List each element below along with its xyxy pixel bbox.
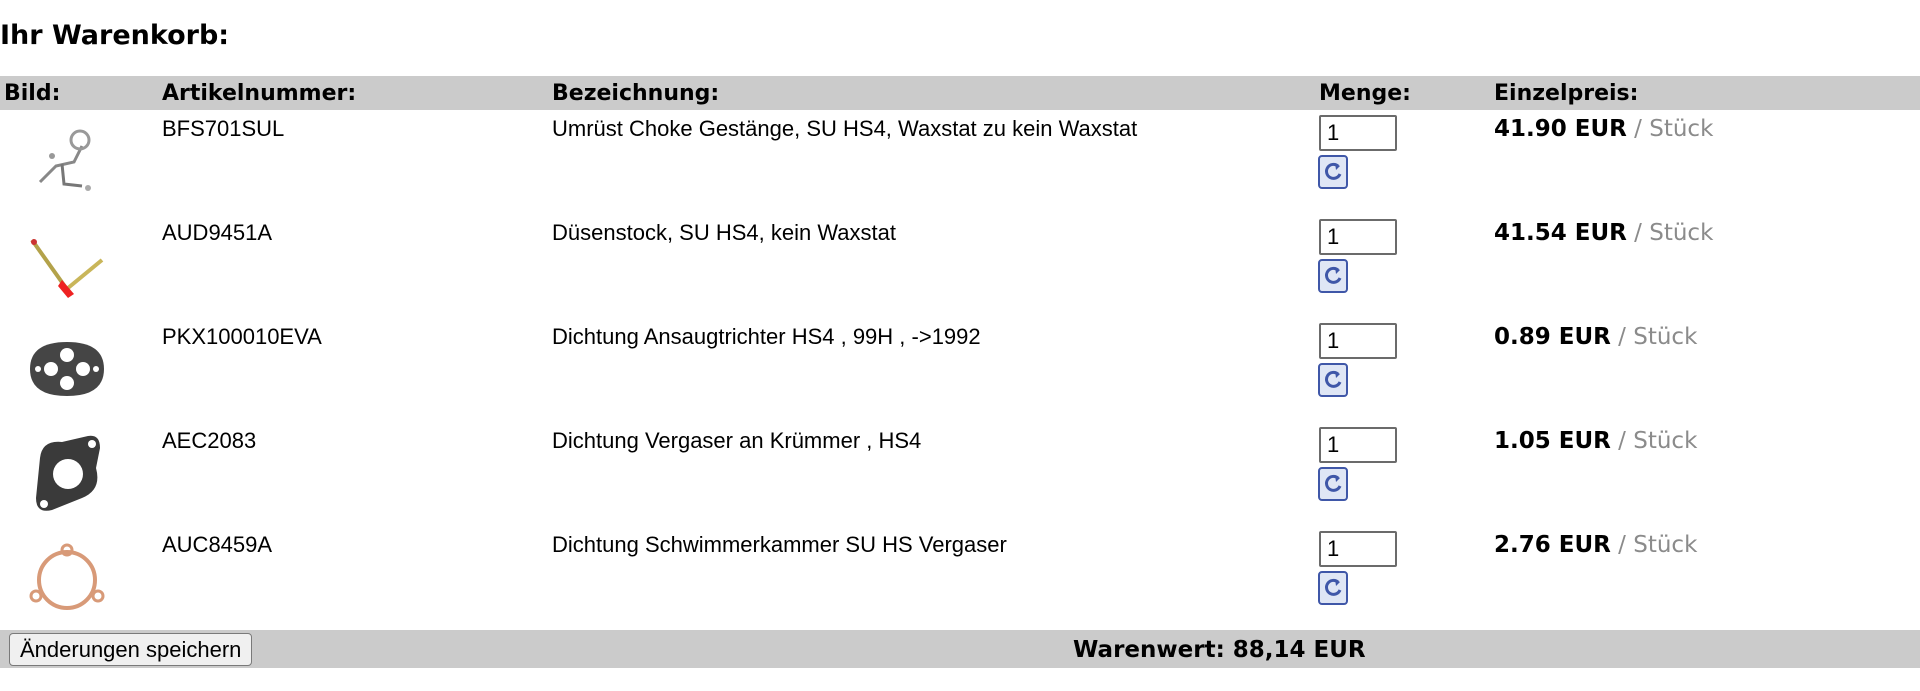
article-description: Dichtung Ansaugtrichter HS4 , 99H , ->1992 (552, 324, 981, 349)
product-image-jet-assembly[interactable] (22, 220, 112, 310)
unit-price: 41.90 EUR / Stück (1494, 116, 1714, 142)
quantity-input[interactable] (1319, 323, 1397, 359)
quantity-input[interactable] (1319, 115, 1397, 151)
table-header (0, 76, 1920, 110)
article-description: Dichtung Vergaser an Krümmer , HS4 (552, 428, 922, 453)
quantity-input[interactable] (1319, 427, 1397, 463)
quantity-input[interactable] (1319, 531, 1397, 567)
cart-row (0, 526, 1920, 630)
cart-row (0, 422, 1920, 526)
column-header-sku: Artikelnummer: (162, 81, 357, 106)
article-number: AUD9451A (162, 220, 273, 245)
column-header-description: Bezeichnung: (552, 81, 720, 106)
article-number: BFS701SUL (162, 116, 285, 141)
unit-price: 2.76 EUR / Stück (1494, 532, 1698, 558)
refresh-icon[interactable] (1318, 363, 1348, 397)
product-image-gasket-4-hole[interactable] (22, 324, 112, 414)
refresh-icon[interactable] (1318, 467, 1348, 501)
cart-footer (0, 630, 1920, 668)
article-description: Dichtung Schwimmerkammer SU HS Vergaser (552, 532, 1007, 557)
refresh-icon[interactable] (1318, 259, 1348, 293)
refresh-icon[interactable] (1318, 155, 1348, 189)
refresh-icon[interactable] (1318, 571, 1348, 605)
product-image-gasket-ring[interactable] (22, 532, 112, 622)
cart-row (0, 214, 1920, 318)
product-image-choke-linkage[interactable] (22, 116, 112, 206)
article-number: AEC2083 (162, 428, 257, 453)
quantity-input[interactable] (1319, 219, 1397, 255)
article-number: PKX100010EVA (162, 324, 322, 349)
column-header-unit-price: Einzelpreis: (1494, 81, 1639, 106)
cart-row (0, 110, 1920, 214)
column-header-image: Bild: (4, 81, 61, 106)
article-description: Umrüst Choke Gestänge, SU HS4, Waxstat zu kein Waxstat (552, 116, 1138, 141)
unit-price: 1.05 EUR / Stück (1494, 428, 1698, 454)
article-description: Düsenstock, SU HS4, kein Waxstat (552, 220, 896, 245)
cart-row (0, 318, 1920, 422)
page-title: Ihr Warenkorb: (0, 20, 230, 51)
unit-price: 41.54 EUR / Stück (1494, 220, 1714, 246)
article-number: AUC8459A (162, 532, 273, 557)
unit-price: 0.89 EUR / Stück (1494, 324, 1698, 350)
column-header-quantity: Menge: (1319, 81, 1411, 106)
save-changes-button[interactable]: Änderungen speichern (9, 633, 252, 666)
product-image-gasket-flange[interactable] (22, 428, 112, 518)
cart-total: Warenwert: 88,14 EUR (1073, 637, 1366, 663)
